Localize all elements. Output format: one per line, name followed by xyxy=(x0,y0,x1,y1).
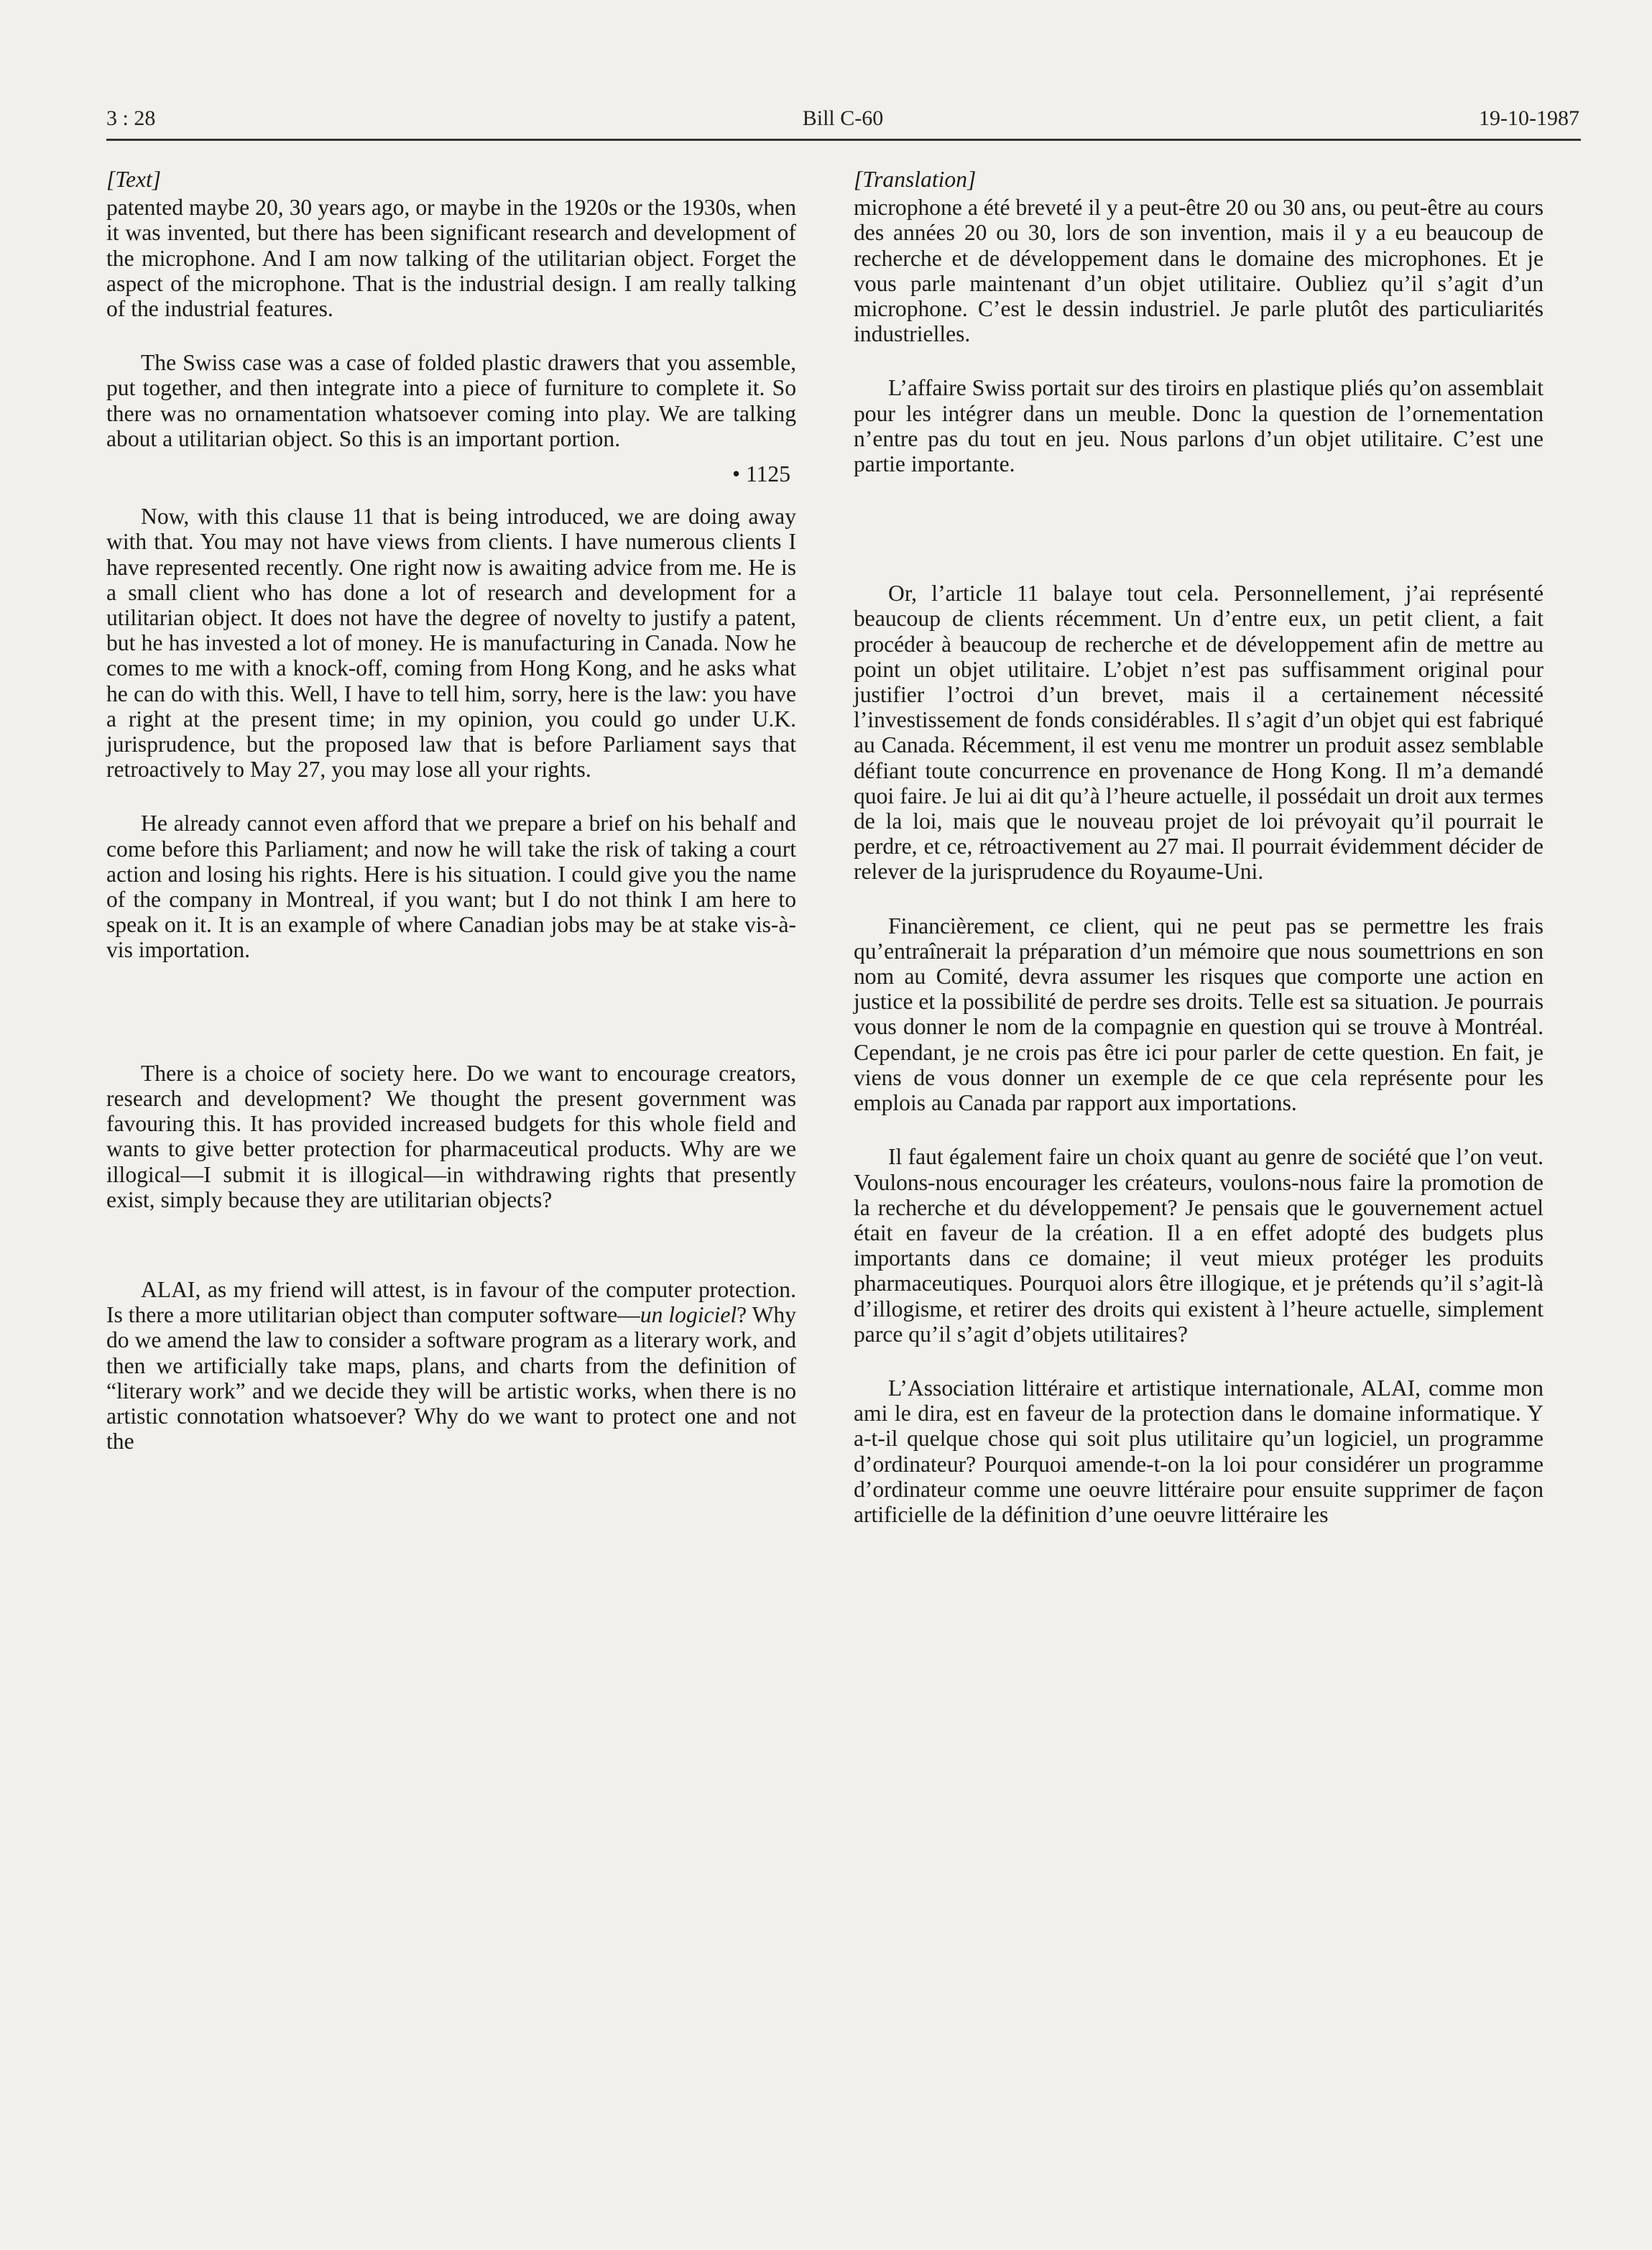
paragraph-en-2: The Swiss case was a case of folded plastic drawers that you assemble, put together, and then integrate into a piece of furniture to complete it. So there was no ornamentation whatsoever coming into play. We are talking about a utilitarian object. So this is an important portion. xyxy=(106,350,796,451)
time-marker: • 1125 xyxy=(732,461,790,487)
page-number: 3 : 28 xyxy=(106,106,156,130)
english-column xyxy=(106,167,796,1454)
paragraph-en-3: Now, with this clause 11 that is being introduced, we are doing away with that. You may not have views from clients. I have numerous clients I have represented recently. One right now is awaiting advice from me. He is a small client who has done a lot of research and development for a utilitarian object. It does not have the degree of novelty to justify a patent, but he has invested a lot of money. He is manufacturing in Canada. Now he comes to me with a knock-off, coming from Hong Kong, and he asks what he can do with this. Well, I have to tell him, sorry, here is the law: you have a right at the present time; in my opinion, you could go under U.K. jurisprudence, but the proposed law that is before Parliament says that retroactively to May 27, you may lose all your rights. xyxy=(106,504,796,783)
paragraph-en-5: There is a choice of society here. Do we want to encourage creators, research and development? We thought the present government was favouring this. It has provided increased budgets for this whole field and wants to give better protection for pharmaceutical products. Why are we illogical—I submit it is illogical—in withdrawing rights that presently exist, simply because they are utilitarian objects? xyxy=(106,1060,796,1212)
paragraph-fr-1: microphone a été breveté il y a peut-être 20 ou 30 ans, ou peut-être au cours des années 20 ou 30, lors de son invention, mais il y a eu beaucoup de recherche et de développement dans le domaine des microphones. Et je vous parle maintenant d’un objet utilitaire. Oubliez qu’il s’agit d’un microphone. C’est le dessin industriel. Je parle plutôt des particuliarités industrielles. xyxy=(854,195,1543,347)
paragraph-fr-3: Or, l’article 11 balaye tout cela. Personnellement, j’ai représenté beaucoup de clients récemment. Un d’entre eux, un petit client, a fait procéder à beaucoup de recherche et de développement afin de mettre au point un objet utilitaire. L’objet n’est pas suffisamment original pour justifier l’octroi d’un brevet, mais il a certainement nécessité l’investissement de fonds considérables. Il s’agit d’un objet qui est fabriqué au Canada. Récemment, il est venu me montrer un produit assez semblable défiant toute concurrence en provenance de Hong Kong. Il m’a demandé quoi faire. Je lui ai dit qu’à l’heure actuelle, il possédait un droit aux termes de la loi, mais que le nouveau projet de loi prévoyait qu’il pourrait le perdre, et ce, rétroactivement au 27 mai. Il pourrait évidemment décider de relever de la jurisprudence du Royaume-Uni. xyxy=(854,581,1543,885)
paragraph-fr-2: L’affaire Swiss portait sur des tiroirs en plastique pliés qu’on assemblait pour les intégrer dans un meuble. Donc la question de l’ornementation n’entre pas du tout en jeu. Nous parlons d’un objet utilitaire. C’est une partie importante. xyxy=(854,375,1543,477)
bill-title: Bill C-60 xyxy=(802,106,884,130)
header-date: 19-10-1987 xyxy=(1479,106,1579,130)
paragraph-en-6-italic: un logiciel xyxy=(640,1302,737,1328)
paragraph-en-1: patented maybe 20, 30 years ago, or maybe in the 1920s or the 1930s, when it was invented, but there has been significant research and development of the microphone. And I am now talking of the utilitarian object. Forget the aspect of the microphone. That is the industrial design. I am really talking of the industrial features. xyxy=(106,195,796,322)
running-header xyxy=(106,106,1579,142)
paragraph-fr-6: L’Association littéraire et artistique internationale, ALAI, comme mon ami le dira, est en faveur de la protection dans le domaine informatique. Y a-t-il quelque chose qui soit plus utilitaire qu’un logiciel, un programme d’ordinateur? Pourquoi amende-t-on la loi pour considérer un programme d’ordinateur comme une oeuvre littéraire pour ensuite supprimer de façon artificielle de la définition d’une oeuvre littéraire les xyxy=(854,1375,1543,1527)
french-column xyxy=(854,167,1543,1527)
translation-label: [Translation] xyxy=(854,167,977,192)
paragraph-fr-5: Il faut également faire un choix quant au genre de société que l’on veut. Voulons-nous encourager les créateurs, voulons-nous faire la promotion de la recherche et du développement? Je pensais que le gouvernement actuel était en faveur de la création. Il a en effet adopté des budgets plus importants dans ce domaine; il veut mieux protéger les produits pharmaceutiques. Pourquoi alors être illogique, et je prétends qu’il s’agit-là d’illogisme, et retirer des droits qui existent à l’heure actuelle, simplement parce qu’il s’agit d’objets utilitaires? xyxy=(854,1144,1543,1347)
paragraph-fr-4: Financièrement, ce client, qui ne peut pas se permettre les frais qu’entraînerait la préparation d’un mémoire que nous soumettrions en son nom au Comité, devra assumer les risques que comporte une action en justice et la possibilité de perdre ses droits. Telle est sa situation. Je pourrais vous donner le nom de la compagnie en question qui se trouve à Montréal. Cependant, je ne crois pas être ici pour parler de cette question. En fait, je viens de vous donner un exemple de ce que cela représente pour les emplois au Canada par rapport aux importations. xyxy=(854,913,1543,1116)
header-rule xyxy=(106,139,1581,141)
paragraph-en-4: He already cannot even afford that we prepare a brief on his behalf and come before this Parliament; and now he will take the risk of taking a court action and losing his rights. Here is his situation. I could give you the name of the company in Montreal, if you want; but I do not think I am here to speak on it. It is an example of where Canadian jobs may be at stake vis-à-vis importation. xyxy=(106,811,796,963)
paragraph-en-6 xyxy=(106,1277,796,1454)
paragraph-en-6-part-b: ? Why do we amend the law to consider a software program as a literary work, and then we artificially take maps, plans, and charts from the definition of “literary work” and we decide they will be artistic works, when there is no artistic connotation whatsoever? Why do we want to protect one and not the xyxy=(106,1302,796,1454)
paragraph-en-6-part-a: ALAI, as my friend will attest, is in favour of the computer protection. Is there a more utilitarian object than computer software— xyxy=(106,1276,796,1328)
text-label: [Text] xyxy=(106,167,162,192)
